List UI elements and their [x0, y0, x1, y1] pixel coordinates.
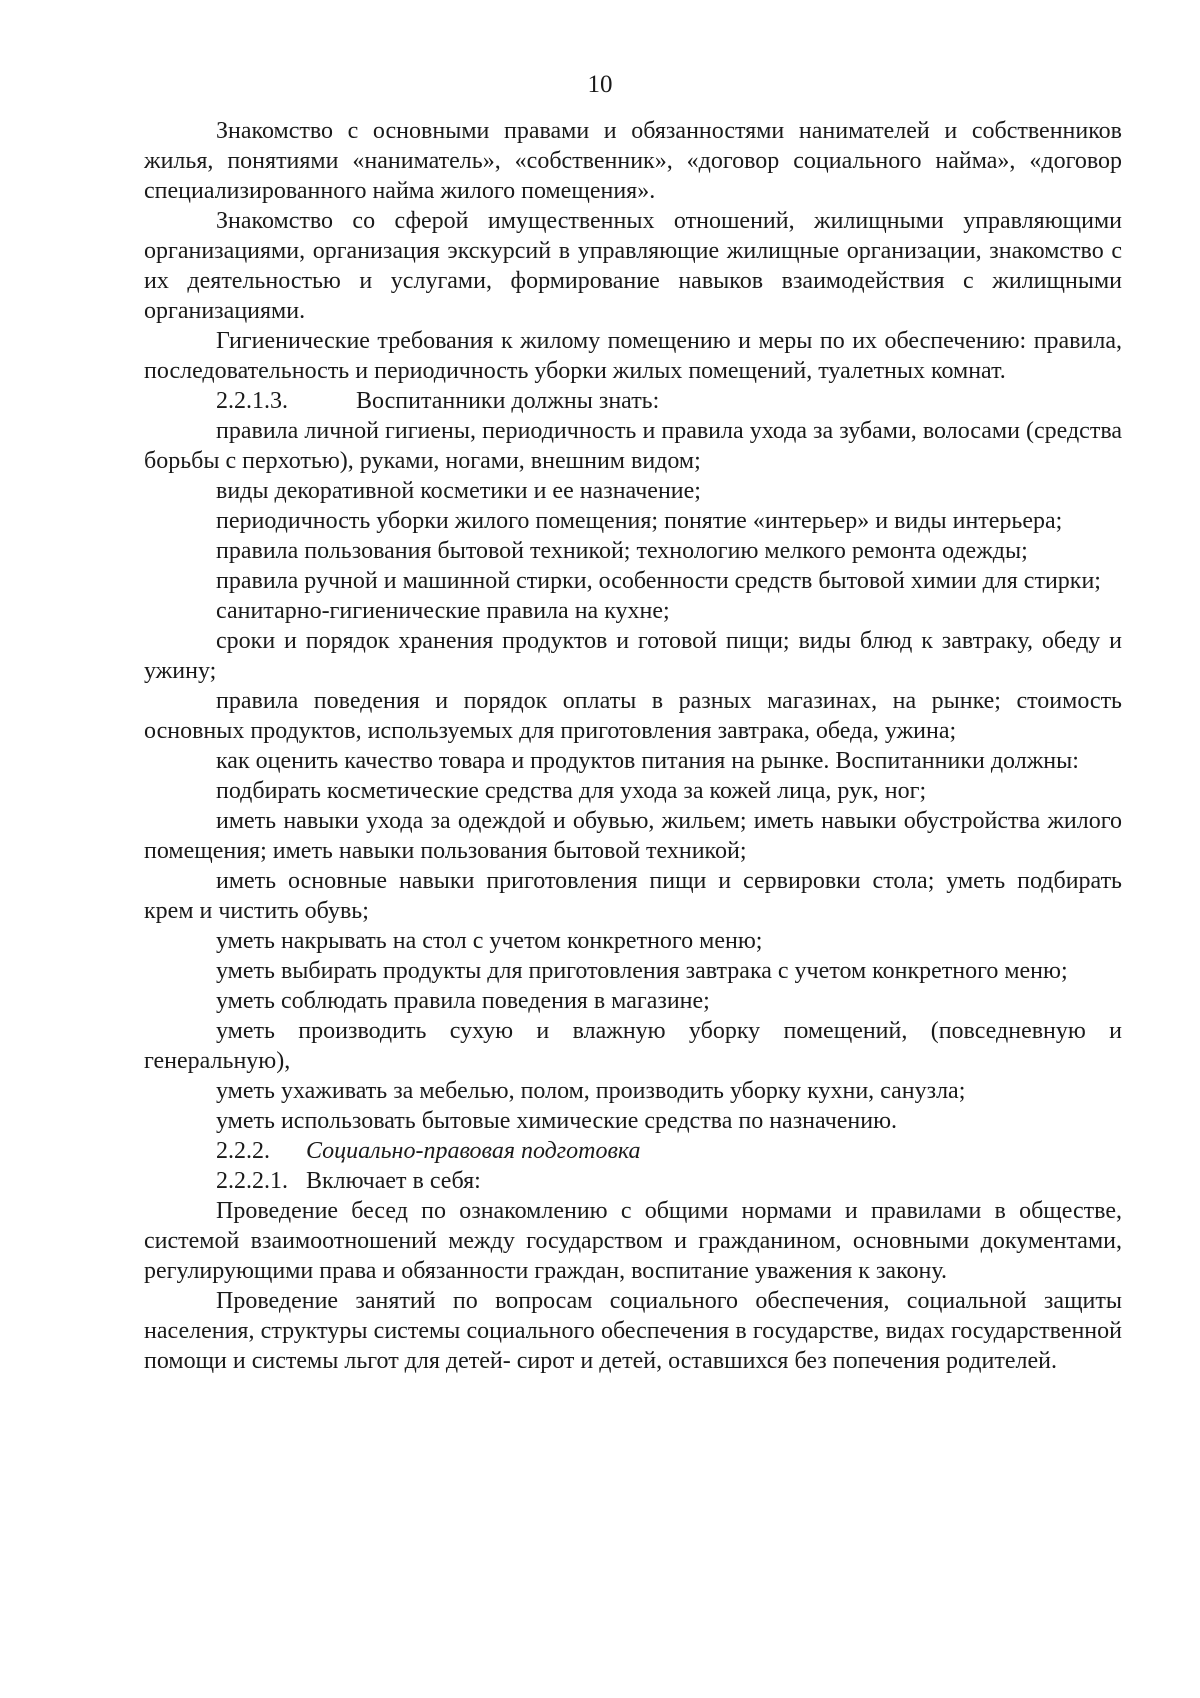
page-number: 10	[587, 71, 613, 98]
list-item-must: иметь основные навыки приготовления пищи и сервировки стола; уметь подбирать крем и чистить обувь;	[144, 868, 1122, 924]
list-item-must: подбирать косметические средства для ухода за кожей лица, рук, ног;	[216, 778, 927, 804]
list-item-know: правила ручной и машинной стирки, особенности средств бытовой химии для стирки;	[216, 568, 1101, 594]
document-body	[144, 116, 1122, 1376]
section-heading-2221	[144, 1166, 1122, 1196]
section-number: 2.2.2.	[216, 1138, 270, 1164]
list-item-know: сроки и порядок хранения продуктов и готовой пищи; виды блюд к завтраку, обеду и ужину;	[144, 628, 1122, 684]
list-item-know: правила личной гигиены, периодичность и правила ухода за зубами, волосами (средства борьбы с перхотью), руками, ногами, внешним видом;	[144, 418, 1122, 474]
paragraph-legal-conversations: Проведение бесед по ознакомлению с общими нормами и правилами в обществе, системой взаимоотношений между государством и гражданином, основными документами, регулирующими права и обязанности граждан, воспитание уважения к закону.	[144, 1198, 1122, 1284]
list-item-must: уметь производить сухую и влажную уборку помещений, (повседневную и генеральную),	[144, 1018, 1122, 1074]
list-item-know: как оценить качество товара и продуктов питания на рынке. Воспитанники должны:	[216, 748, 1079, 774]
paragraph-property-relations: Знакомство со сферой имущественных отношений, жилищными управляющими организациями, организация экскурсий в управляющие жилищные организации, знакомство с их деятельностью и услугами, формирование навыков взаимодействия с жилищными организациями.	[144, 208, 1122, 324]
paragraph-hygiene-requirements: Гигиенические требования к жилому помещению и меры по их обеспечению: правила, последовательность и периодичность уборки жилых помещений, туалетных комнат.	[144, 328, 1122, 384]
list-item-must: уметь выбирать продукты для приготовления завтрака с учетом конкретного меню;	[216, 958, 1068, 984]
section-title: Включает в себя:	[306, 1168, 481, 1194]
list-item-must: уметь использовать бытовые химические средства по назначению.	[216, 1108, 898, 1134]
list-item-must: иметь навыки ухода за одеждой и обувью, жильем; иметь навыки обустройства жилого помещения; иметь навыки пользования бытовой техникой;	[144, 808, 1122, 864]
list-item-know: периодичность уборки жилого помещения; понятие «интерьер» и виды интерьера;	[216, 508, 1063, 534]
list-item-must: уметь накрывать на стол с учетом конкретного меню;	[216, 928, 763, 954]
paragraph-tenants-rights: Знакомство с основными правами и обязанностями нанимателей и собственников жилья, понятиями «наниматель», «собственник», «договор социального найма», «договор специализированного найма жилого помещения».	[144, 118, 1122, 204]
paragraph-social-security: Проведение занятий по вопросам социального обеспечения, социальной защиты населения, структуры системы социального обеспечения в государстве, видах государственной помощи и системы льгот для детей- сирот и детей, оставшихся без попечения родителей.	[144, 1288, 1122, 1374]
section-heading-222	[144, 1136, 1122, 1166]
list-item-must: уметь ухаживать за мебелью, полом, производить уборку кухни, санузла;	[216, 1078, 966, 1104]
section-number: 2.2.1.3.	[216, 388, 288, 414]
list-item-know: правила поведения и порядок оплаты в разных магазинах, на рынке; стоимость основных продуктов, используемых для приготовления завтрака, обеда, ужина;	[144, 688, 1122, 744]
section-number: 2.2.2.1.	[216, 1168, 288, 1194]
section-heading-2213	[144, 386, 1122, 416]
section-title: Социально-правовая подготовка	[306, 1138, 641, 1164]
list-item-know: виды декоративной косметики и ее назначение;	[216, 478, 701, 504]
list-item-know: санитарно-гигиенические правила на кухне;	[216, 598, 670, 624]
list-item-know: правила пользования бытовой техникой; технологию мелкого ремонта одежды;	[216, 538, 1028, 564]
list-item-must: уметь соблюдать правила поведения в магазине;	[216, 988, 710, 1014]
section-title: Воспитанники должны знать:	[356, 388, 660, 414]
